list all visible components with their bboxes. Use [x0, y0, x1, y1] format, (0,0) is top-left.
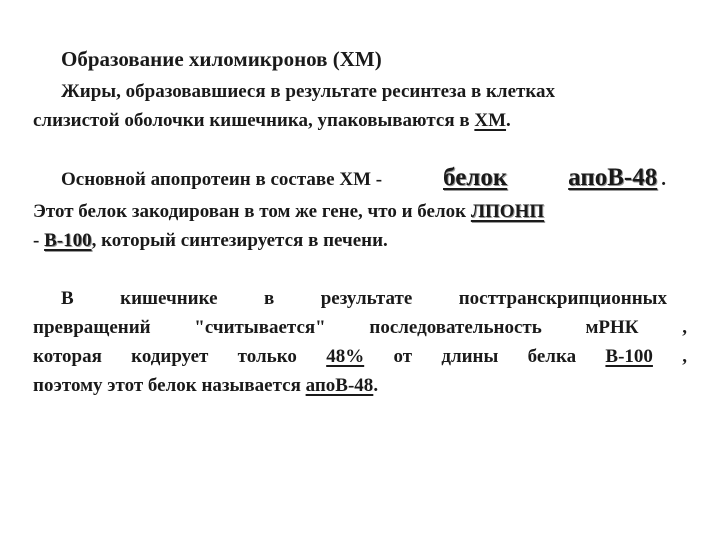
p2-line-3-dash: - — [33, 230, 45, 251]
term-apob48-2: апоВ-48 — [305, 375, 374, 396]
p1-line-2-text: слизистой оболочки кишечника, упаковываются в — [33, 110, 475, 131]
term-protein: белок — [443, 164, 508, 191]
p2-line-3-text: , который синтезируется в печени. — [91, 230, 388, 251]
p3-line-2 — [33, 316, 687, 340]
p2-line-3 — [33, 229, 388, 253]
p3-line-3-w6: длины — [441, 346, 499, 367]
term-hm: ХМ — [474, 110, 507, 131]
p3-line-3 — [33, 345, 687, 369]
term-apob48-group — [568, 166, 666, 192]
p1-line-2 — [33, 109, 511, 133]
p1-line-1: Жиры, образовавшиеся в результате ресинтеза в клетках — [61, 81, 555, 102]
term-48-percent: 48% — [326, 346, 365, 367]
p2-line-1-text: Основной апопротеин в составе ХМ - — [61, 169, 383, 190]
p3-line-1-word: результате — [320, 288, 413, 309]
p3-line-2-word: последовательность — [369, 317, 542, 338]
p3-line-2-word: "считывается" — [194, 317, 326, 338]
p2-line-1-end: . — [661, 169, 666, 190]
p2-line-2 — [33, 200, 544, 224]
p3-line-4-text: поэтому этот белок называется — [33, 375, 306, 396]
p1-line-2-end: . — [506, 110, 511, 131]
term-apob48: апоВ-48 — [568, 164, 658, 191]
p3-line-3-end: , — [682, 346, 687, 367]
term-vldl: ЛПОНП — [470, 201, 545, 222]
p2-line-2-text: Этот белок закодирован в том же гене, что и белок — [33, 201, 471, 222]
p3-line-2-word: , — [682, 317, 687, 338]
p3-line-1-word: в — [263, 288, 275, 309]
p3-line-3-w2: кодирует — [131, 346, 209, 367]
p3-line-3-w1: которая — [33, 346, 102, 367]
term-b100-2: В-100 — [605, 346, 653, 367]
p3-line-1 — [61, 287, 667, 311]
p3-line-1-word: кишечнике — [120, 288, 218, 309]
p3-line-3-w5: от — [393, 346, 413, 367]
p3-line-3-w7: белка — [527, 346, 577, 367]
page-title: Образование хиломикронов (ХМ) — [61, 47, 382, 71]
p3-line-4-end: . — [373, 375, 379, 396]
p3-line-2-word: мРНК — [585, 317, 639, 338]
term-b100: В-100 — [44, 230, 92, 251]
p3-line-2-word: превращений — [33, 317, 151, 338]
p3-line-4 — [33, 374, 378, 398]
p3-line-1-word: В — [61, 288, 74, 309]
p3-line-3-w3: только — [237, 346, 297, 367]
p2-line-1 — [61, 166, 666, 192]
p3-line-1-word: посттранскрипционных — [458, 288, 667, 309]
